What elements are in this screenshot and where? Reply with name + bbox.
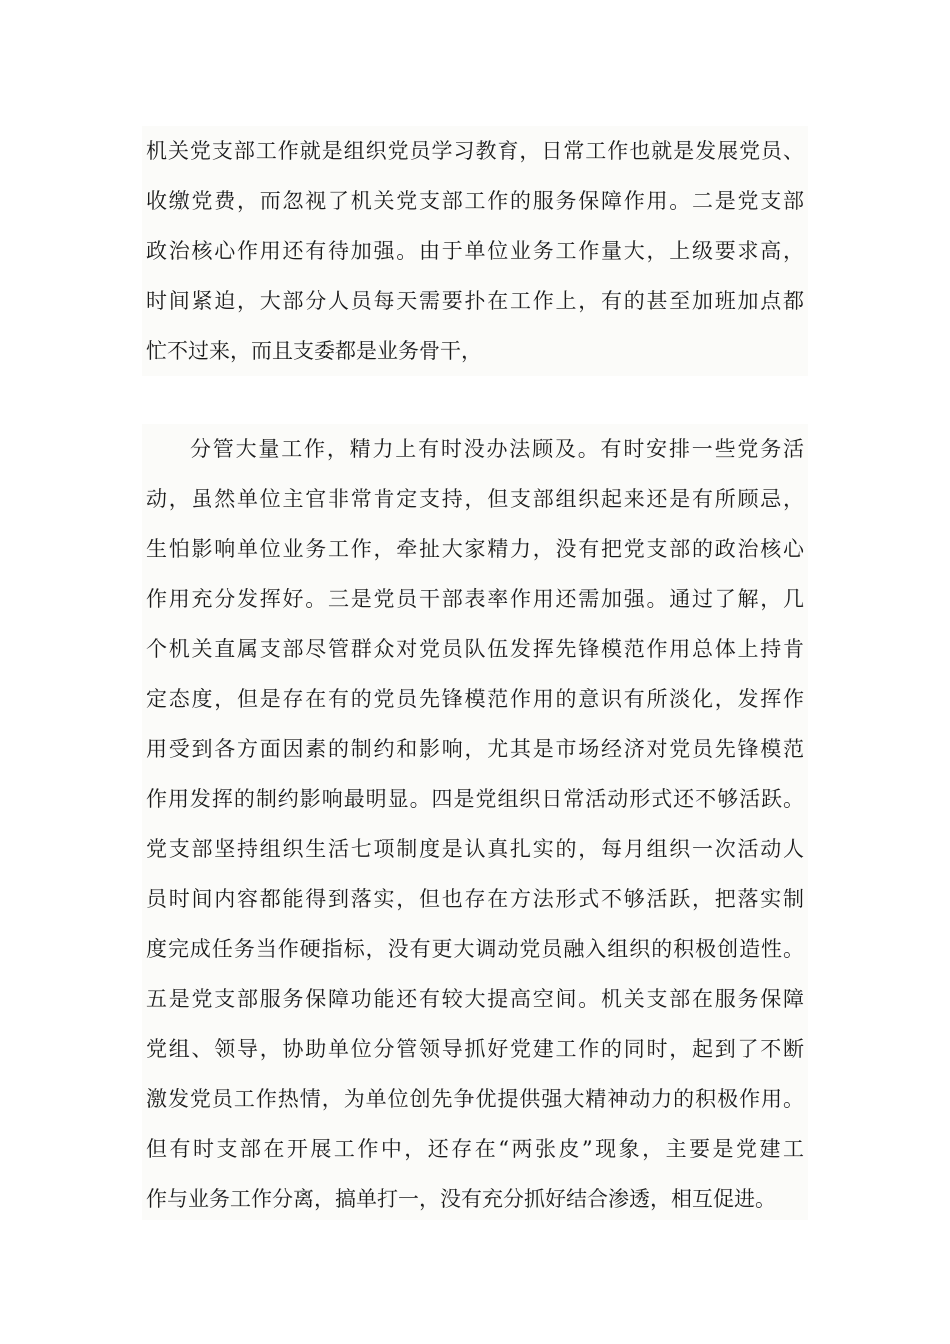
text-line: 员时间内容都能得到落实，但也存在方法形式不够活跃，把落实制 xyxy=(146,887,804,911)
text-line: 党组、领导，协助单位分管领导抓好党建工作的同时，起到了不断 xyxy=(146,1037,804,1061)
text-line: 动，虽然单位主官非常肯定支持，但支部组织起来还是有所顾忌， xyxy=(146,487,804,511)
text-line: 定态度，但是存在有的党员先锋模范作用的意识有所淡化，发挥作 xyxy=(146,687,804,711)
text-line: 五是党支部服务保障功能还有较大提高空间。机关支部在服务保障 xyxy=(146,987,804,1011)
text-line: 收缴党费，而忽视了机关党支部工作的服务保障作用。二是党支部 xyxy=(146,189,804,213)
text-line: 机关党支部工作就是组织党员学习教育，日常工作也就是发展党员、 xyxy=(146,139,804,163)
text-line: 生怕影响单位业务工作，牵扯大家精力，没有把党支部的政治核心 xyxy=(146,537,804,561)
text-line: 个机关直属支部尽管群众对党员队伍发挥先锋模范作用总体上持肯 xyxy=(146,637,804,661)
text-line: 分管大量工作，精力上有时没办法顾及。有时安排一些党务活 xyxy=(190,437,804,461)
text-line: 度完成任务当作硬指标，没有更大调动党员融入组织的积极创造性。 xyxy=(146,937,804,961)
text-line: 时间紧迫，大部分人员每天需要扑在工作上，有的甚至加班加点都 xyxy=(146,289,804,313)
text-line: 忙不过来，而且支委都是业务骨干， xyxy=(146,339,482,363)
text-line: 激发党员工作热情，为单位创先争优提供强大精神动力的积极作用。 xyxy=(146,1087,804,1111)
text-line: 用受到各方面因素的制约和影响，尤其是市场经济对党员先锋模范 xyxy=(146,737,804,761)
paragraph-2 xyxy=(142,424,808,1220)
text-line: 但有时支部在开展工作中，还存在“两张皮”现象，主要是党建工 xyxy=(146,1137,804,1161)
text-line: 作与业务工作分离，搞单打一，没有充分抓好结合渗透，相互促进。 xyxy=(146,1187,776,1211)
text-line: 政治核心作用还有待加强。由于单位业务工作量大，上级要求高， xyxy=(146,239,804,263)
text-line: 作用充分发挥好。三是党员干部表率作用还需加强。通过了解，几 xyxy=(146,587,804,611)
text-line: 党支部坚持组织生活七项制度是认真扎实的，每月组织一次活动人 xyxy=(146,837,804,861)
text-line: 作用发挥的制约影响最明显。四是党组织日常活动形式还不够活跃。 xyxy=(146,787,804,811)
paragraph-1 xyxy=(142,126,808,376)
